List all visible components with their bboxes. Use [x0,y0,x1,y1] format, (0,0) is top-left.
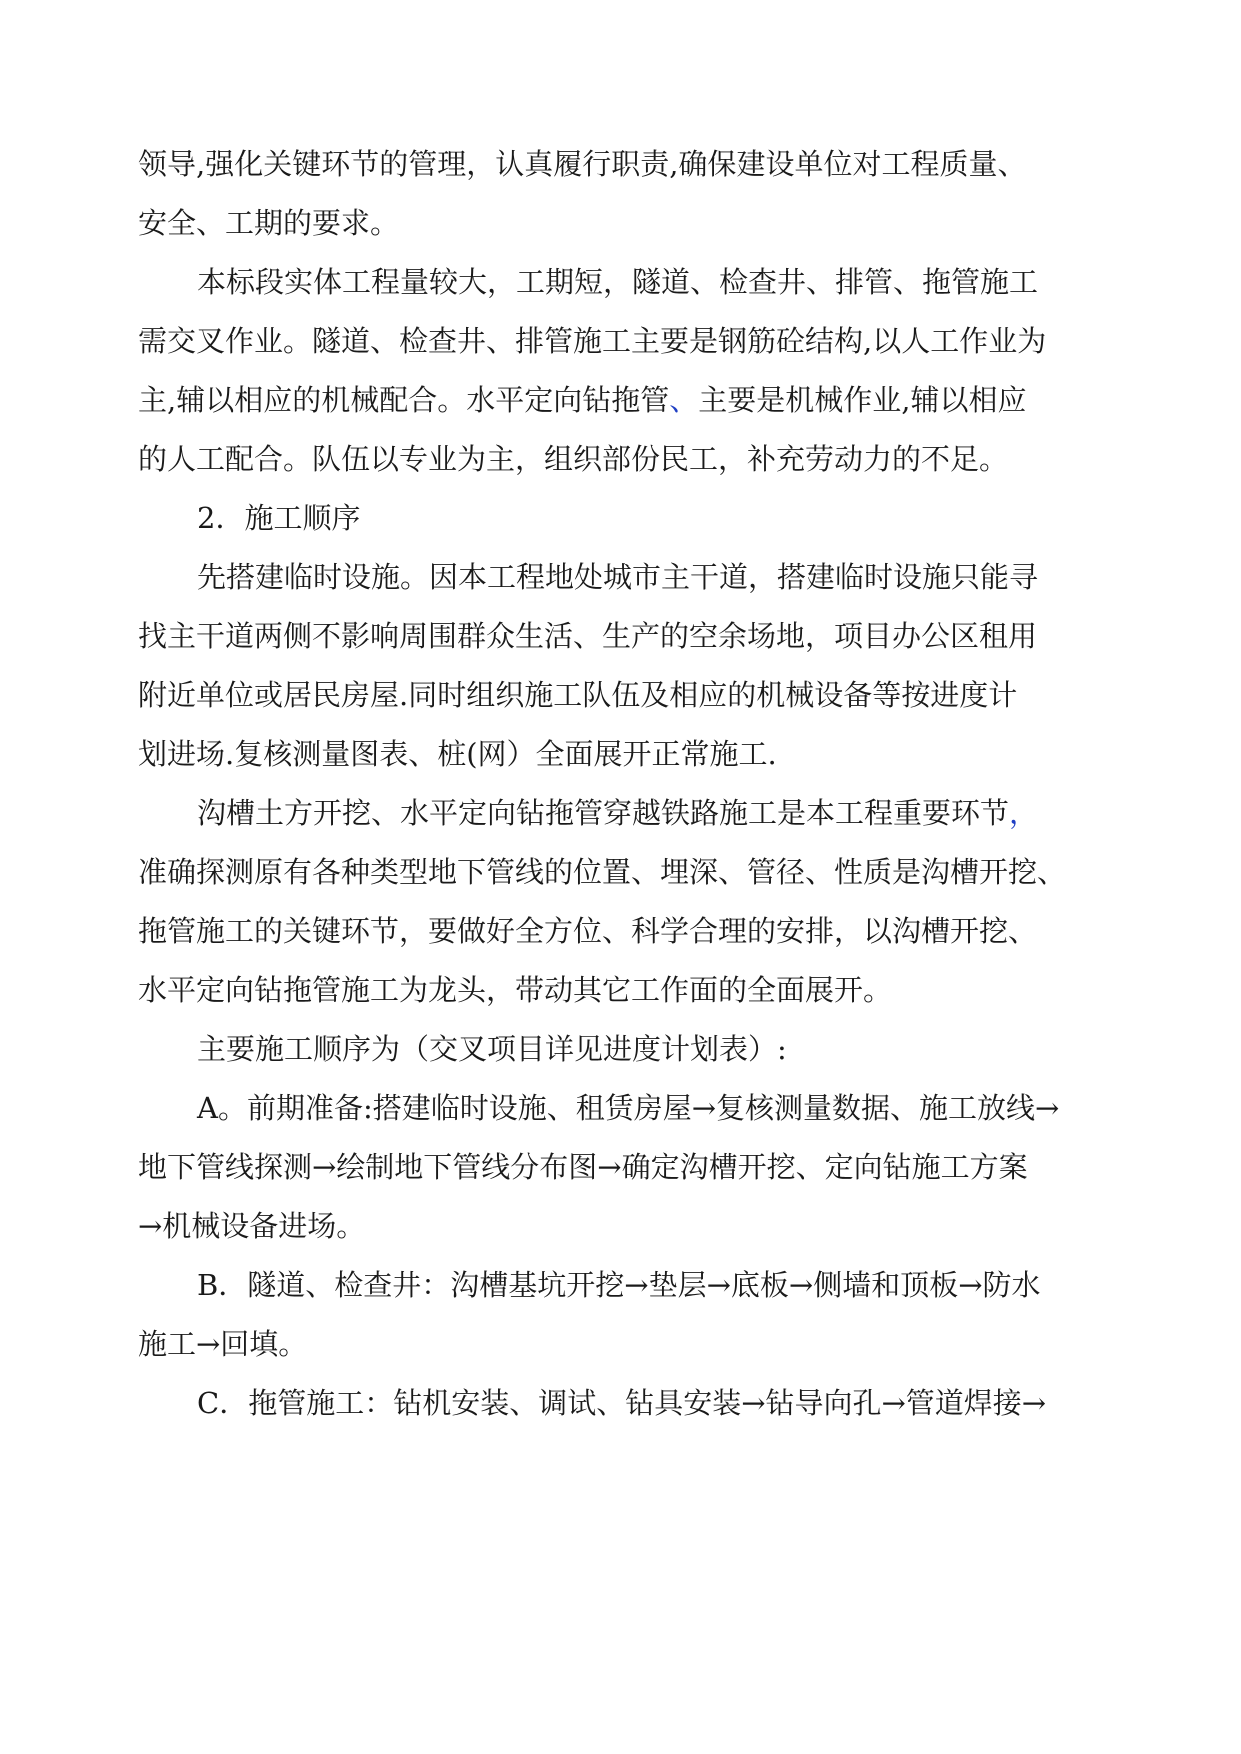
body-text-line: 的人工配合。队伍以专业为主，组织部份民工，补充劳动力的不足。 [138,442,1009,476]
paragraph-first-line [197,793,1038,833]
section-heading: 2．施工顺序 [197,501,361,535]
body-text-line: 地下管线探测→绘制地下管线分布图→确定沟槽开挖、定向钻施工方案 [138,1150,1028,1184]
text-segment: 沟槽土方开挖、水平定向钻拖管穿越铁路施工是本工程重要环节 [197,796,1010,830]
body-text-line: 领导,强化关键环节的管理，认真履行职责,确保建设单位对工程质量、 [138,147,1027,181]
paragraph-first-line: 先搭建临时设施。因本工程地处城市主干道，搭建临时设施只能寻 [197,560,1039,594]
body-text-line: 施工→回填。 [138,1327,308,1361]
body-text-line: 找主干道两侧不影响周围群众生活、生产的空余场地，项目办公区租用 [138,619,1038,653]
blue-punctuation-mark: 、 [669,383,699,417]
paragraph-first-line: 主要施工顺序为（交叉项目详见进度计划表）: [197,1032,787,1066]
text-segment: 主要是机械作业,辅以相应 [698,383,1027,417]
body-text-line [138,380,1026,420]
body-text-line: 准确探测原有各种类型地下管线的位置、埋深、管径、性质是沟槽开挖、 [138,855,1067,889]
list-item-a: A。前期准备:搭建临时设施、租赁房屋→复核测量数据、施工放线→ [197,1091,1060,1125]
body-text-line: 划进场.复核测量图表、桩(网）全面展开正常施工. [138,737,777,771]
body-text-line: →机械设备进场。 [138,1209,366,1243]
body-text-line: 水平定向钻拖管施工为龙头，带动其它工作面的全面展开。 [138,973,893,1007]
body-text-line: 安全、工期的要求。 [138,206,400,240]
list-item-c: C．拖管施工：钻机安装、调试、钻具安装→钻导向孔→管道焊接→ [197,1386,1047,1420]
text-segment: 主,辅以相应的机械配合。水平定向钻拖管 [138,383,670,417]
list-item-b: B．隧道、检查井：沟槽基坑开挖→垫层→底板→侧墙和顶板→防水 [197,1268,1041,1302]
body-text-line: 附近单位或居民房屋.同时组织施工队伍及相应的机械设备等按进度计 [138,678,1018,712]
body-text-line: 拖管施工的关键环节，要做好全方位、科学合理的安排，以沟槽开挖、 [138,914,1038,948]
blue-punctuation-mark: ， [1009,796,1039,830]
paragraph-first-line: 本标段实体工程量较大，工期短，隧道、检查井、排管、拖管施工 [197,265,1039,299]
body-text-line: 需交叉作业。隧道、检查井、排管施工主要是钢筋砼结构,以人工作业为 [138,324,1047,358]
